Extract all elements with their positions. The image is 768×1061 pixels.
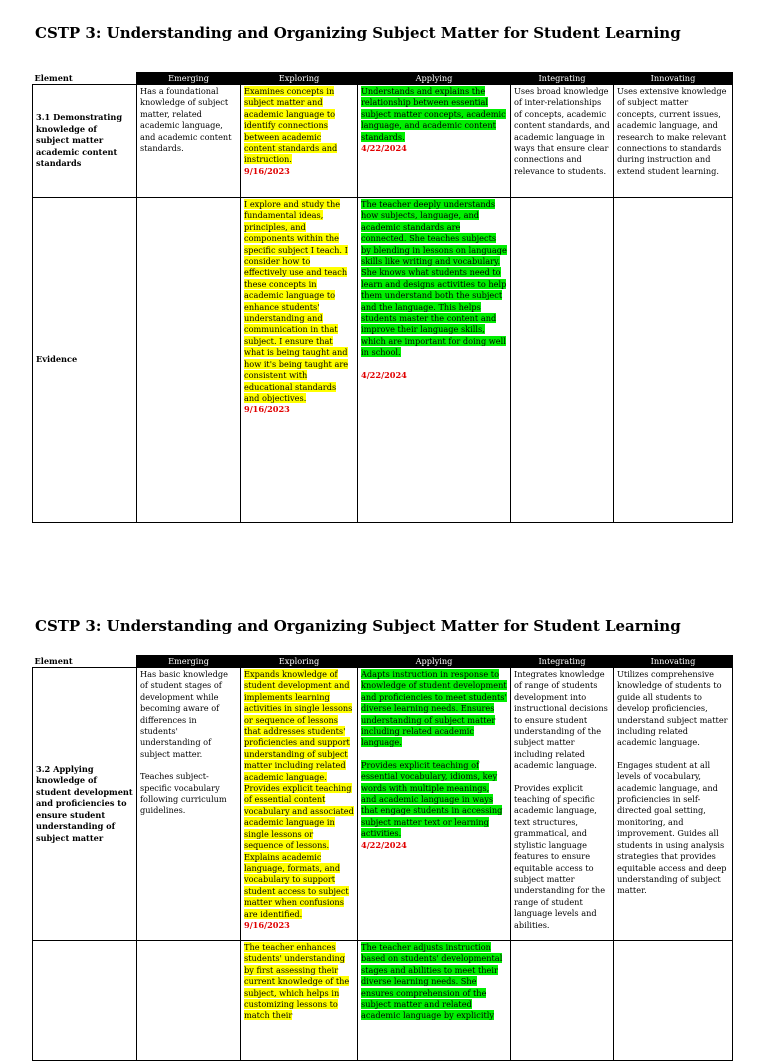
table-row xyxy=(33,668,733,941)
element-header: Element xyxy=(33,73,137,85)
innovating-cell xyxy=(614,668,733,941)
page-title: CSTP 3: Understanding and Organizing Subject Matter for Student Learning xyxy=(35,617,681,635)
evidence-label xyxy=(33,941,137,1061)
table-header-row xyxy=(33,73,733,85)
cell-text: Provides explicit teaching of specific academic language, text structures, grammatical, and stylistic language features to ensure equitable access to subject matter understanding for the range of student language levels and abilities. xyxy=(514,782,606,930)
date-stamp: 4/22/2024 xyxy=(361,839,407,850)
applying-header: Applying xyxy=(358,73,511,85)
cell-text: I explore and study the fundamental ideas, principles, and components within the specific subject I teach. I consider how to effectively use and teach these concepts in academic language to enhance students' understanding and communication in that subject. I ensure that what is being taught and how it's being taught are consistent with educational standards and objectives. xyxy=(244,199,349,403)
cell-text: Engages student at all levels of vocabulary, academic language, and proficiencies in self-directed goal setting, monitoring, and improvement. Guides all students in using analysis strategies that provides equitable access and deep understanding of subject matter. xyxy=(617,759,727,896)
emerging-cell xyxy=(137,668,241,941)
cell-text: Uses extensive knowledge of subject matter concepts, current issues, academic language, and research to make relevant connections to standards during instruction and extend student learning. xyxy=(617,86,727,176)
exploring-header: Exploring xyxy=(241,656,358,668)
cell-text: Integrates knowledge of range of students development into instructional decisions to ensure student understanding of the subject matter including related academic language. xyxy=(514,669,608,771)
date-stamp: 9/16/2023 xyxy=(244,919,290,930)
table-header-row xyxy=(33,656,733,668)
applying-cell xyxy=(358,668,511,941)
integrating-header: Integrating xyxy=(511,656,614,668)
emerging-cell xyxy=(137,85,241,198)
emerging-cell xyxy=(137,198,241,523)
row-label xyxy=(33,668,137,941)
exploring-cell xyxy=(241,668,358,941)
innovating-cell xyxy=(614,941,733,1061)
exploring-cell xyxy=(241,941,358,1061)
rubric-table xyxy=(32,72,733,523)
row-label xyxy=(33,85,137,198)
evidence-label xyxy=(33,198,137,523)
cell-text: Adapts instruction in response to knowledge of student development and proficiencies to meet students' diverse learning needs. Ensures understanding of subject matter including related academic language. xyxy=(361,669,507,748)
cell-text: Utilizes comprehensive knowledge of students to guide all students to develop proficiencies, understand subject matter including related academic language. xyxy=(617,669,728,748)
cell-text: The teacher deeply understands how subjects, language, and academic standards are connected. She teaches subjects by blending in lessons on language skills like writing and vocabulary. She knows what students need to learn and designs activities to help them understand both the subject and the language. This helps students master the content and improve their language skills, which are important for doing well in school. xyxy=(361,199,507,358)
cell-text: Uses broad knowledge of inter-relationships of concepts, academic content standards, and academic language in ways that ensure clear connections and relevance to students. xyxy=(514,86,610,176)
cell-text: Has a foundational knowledge of subject matter, related academic language, and academic content standards. xyxy=(140,86,232,154)
applying-cell xyxy=(358,198,511,523)
cell-text: The teacher enhances students' understanding by first assessing their current knowledge of the subject, which helps in customizing lessons to match their xyxy=(244,942,350,1021)
cell-text: Has basic knowledge of student stages of development while becoming aware of differences in students' understanding of subject matter. xyxy=(140,669,228,759)
date-stamp: 9/16/2023 xyxy=(244,165,290,176)
innovating-cell xyxy=(614,85,733,198)
table-row xyxy=(33,85,733,198)
cell-paragraph xyxy=(361,760,507,840)
exploring-cell xyxy=(241,198,358,523)
table-row xyxy=(33,941,733,1061)
integrating-cell xyxy=(511,198,614,523)
cell-text: Teaches subject-specific vocabulary following curriculum guidelines. xyxy=(140,771,227,816)
emerging-cell xyxy=(137,941,241,1061)
element-header: Element xyxy=(33,656,137,668)
row-label-text: 3.2 Applying knowledge of student development and proficiencies to ensure student understanding of subject matter xyxy=(36,764,133,843)
applying-cell xyxy=(358,941,511,1061)
cell-text: Understands and explains the relationship between essential subject matter concepts, academic language, and academic content standards. xyxy=(361,86,506,142)
integrating-header: Integrating xyxy=(511,73,614,85)
integrating-cell xyxy=(511,668,614,941)
innovating-header: Innovating xyxy=(614,73,733,85)
innovating-header: Innovating xyxy=(614,656,733,668)
cell-text: Provides explicit teaching of essential vocabulary, idioms, key words with multiple meanings, and academic language in ways that engage students in accessing subject matter text or learning activities. xyxy=(361,759,503,839)
cell-text: Examines concepts in subject matter and academic language to identify connections between academic content standards and instruction. xyxy=(244,86,338,165)
page-title: CSTP 3: Understanding and Organizing Subject Matter for Student Learning xyxy=(35,24,681,42)
cell-text: The teacher adjusts instruction based on students' developmental stages and abilities to meet their diverse learning needs. She ensures comprehension of the subject matter and related academic language by explicitly xyxy=(361,942,503,1021)
cell-paragraph xyxy=(361,669,507,747)
innovating-cell xyxy=(614,198,733,523)
cell-text: Expands knowledge of student development and implements learning activities in single lessons or sequence of lessons that addresses students' proficiencies and support understanding of subject matter including related academic language. Provides explicit teaching of essential content vocabulary and associated academic language in single lessons or sequence of lessons. Explains academic language, formats, and vocabulary to support student access to subject matter when confusions are identified. xyxy=(244,669,354,919)
emerging-header: Emerging xyxy=(137,73,241,85)
row-label-text: Evidence xyxy=(36,354,78,365)
table-row xyxy=(33,198,733,523)
date-stamp: 4/22/2024 xyxy=(361,369,407,380)
exploring-header: Exploring xyxy=(241,73,358,85)
rubric-table xyxy=(32,655,733,1061)
emerging-header: Emerging xyxy=(137,656,241,668)
applying-cell xyxy=(358,85,511,198)
exploring-cell xyxy=(241,85,358,198)
applying-header: Applying xyxy=(358,656,511,668)
integrating-cell xyxy=(511,941,614,1061)
row-label-text: 3.1 Demonstrating knowledge of subject matter academic content standards xyxy=(36,112,123,169)
date-stamp: 9/16/2023 xyxy=(244,404,290,415)
integrating-cell xyxy=(511,85,614,198)
date-stamp: 4/22/2024 xyxy=(361,143,407,154)
